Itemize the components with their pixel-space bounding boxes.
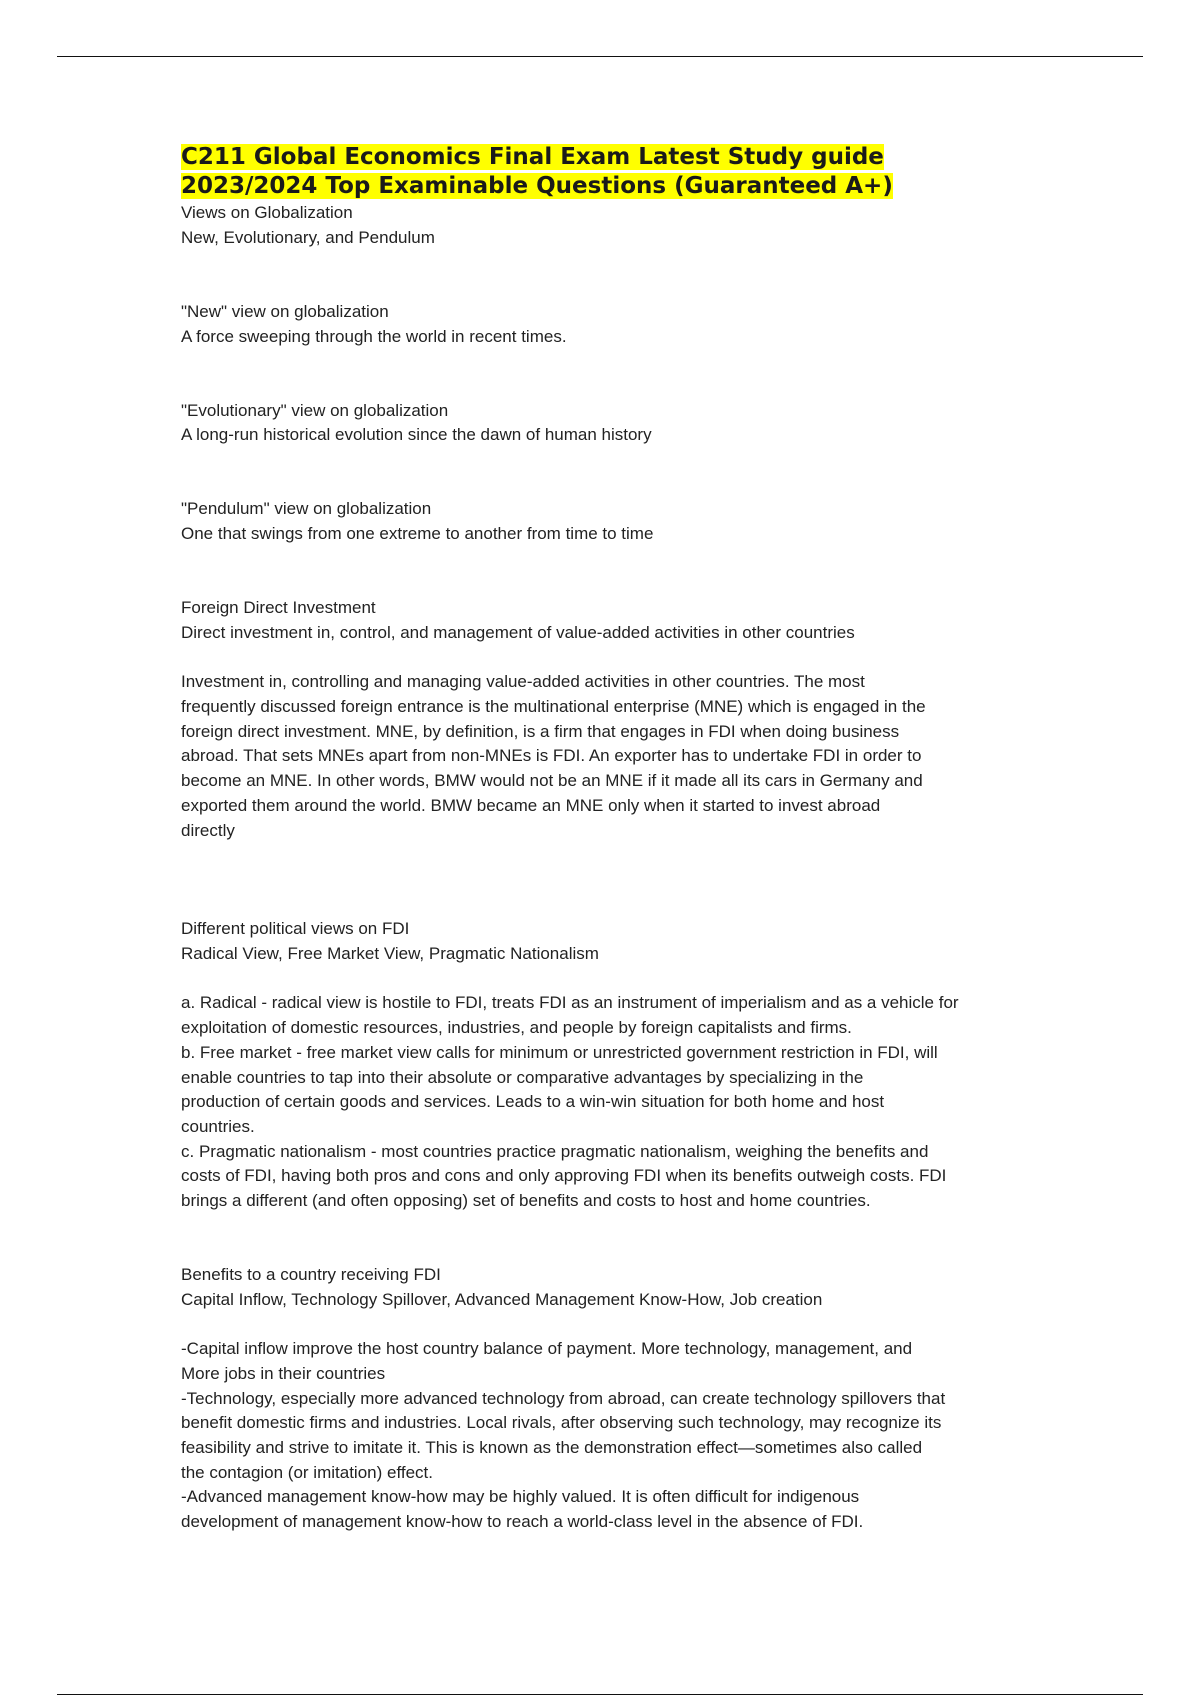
title-line-2: 2023/2024 Top Examinable Questions (Guaranteed A+) xyxy=(181,173,893,199)
entry-detail-line: become an MNE. In other words, BMW would not be an MNE if it made all its cars in Germany and xyxy=(181,771,923,791)
entry-term: "Pendulum" view on globalization xyxy=(181,499,432,519)
entry-views-on-globalization xyxy=(181,201,1026,250)
entry-benefits-receiving-fdi xyxy=(181,1263,1026,1535)
title-line-1: C211 Global Economics Final Exam Latest Study guide xyxy=(181,144,884,170)
entry-detail-line: -Technology, especially more advanced technology from abroad, can create technology spillovers that xyxy=(181,1388,946,1408)
entry-definition: Capital Inflow, Technology Spillover, Advanced Management Know-How, Job creation xyxy=(181,1289,823,1309)
spacer xyxy=(181,250,1026,299)
entry-foreign-direct-investment xyxy=(181,596,1026,843)
entry-detail-line: frequently discussed foreign entrance is the multinational enterprise (MNE) which is engaged in the xyxy=(181,696,926,716)
spacer xyxy=(181,967,1026,992)
spacer xyxy=(181,448,1026,497)
entry-detail-line: brings a different (and often opposing) set of benefits and costs to host and home countries. xyxy=(181,1191,871,1211)
bottom-rule xyxy=(57,1694,1143,1695)
spacer xyxy=(181,1214,1026,1263)
entry-evolutionary-view xyxy=(181,399,1026,448)
entry-term: Foreign Direct Investment xyxy=(181,598,376,618)
entry-detail-line: feasibility and strive to imitate it. This is known as the demonstration effect—sometimes also called xyxy=(181,1438,923,1458)
entry-detail-line: production of certain goods and services. Leads to a win-win situation for both home and host xyxy=(181,1092,885,1112)
entry-detail-line: exported them around the world. BMW became an MNE only when it started to invest abroad xyxy=(181,795,881,815)
entry-term: Views on Globalization xyxy=(181,203,353,222)
entry-detail-line: development of management know-how to reach a world-class level in the absence of FDI. xyxy=(181,1512,864,1532)
entry-term: "New" view on globalization xyxy=(181,301,389,321)
entry-detail-line: costs of FDI, having both pros and cons and only approving FDI when its benefits outweigh costs. FDI xyxy=(181,1166,947,1186)
spacer xyxy=(181,547,1026,596)
entry-detail-line: c. Pragmatic nationalism - most countries practice pragmatic nationalism, weighing the benefits and xyxy=(181,1141,929,1161)
study-entries xyxy=(181,201,1026,1535)
spacer xyxy=(181,646,1026,671)
entry-definition: Direct investment in, control, and management of value-added activities in other countries xyxy=(181,622,855,642)
spacer xyxy=(181,1313,1026,1338)
entry-detail-line: -Advanced management know-how may be highly valued. It is often difficult for indigenous xyxy=(181,1487,860,1507)
entry-detail-line: foreign direct investment. MNE, by definition, is a firm that engages in FDI when doing business xyxy=(181,721,900,741)
entry-term: "Evolutionary" view on globalization xyxy=(181,400,449,420)
entry-detail-line: b. Free market - free market view calls for minimum or unrestricted government restriction in FDI, will xyxy=(181,1042,938,1062)
entry-detail-line: directly xyxy=(181,820,235,840)
entry-political-views-fdi xyxy=(181,917,1026,1213)
entry-detail-line: a. Radical - radical view is hostile to FDI, treats FDI as an instrument of imperialism and as a vehicle for xyxy=(181,993,959,1013)
entry-definition: Radical View, Free Market View, Pragmatic Nationalism xyxy=(181,944,599,963)
entry-definition: One that swings from one extreme to another from time to time xyxy=(181,524,654,544)
entry-detail-line: benefit domestic firms and industries. Local rivals, after observing such technology, may recognize its xyxy=(181,1413,942,1433)
entry-pendulum-view xyxy=(181,497,1026,546)
document-body xyxy=(181,143,1026,1535)
spacer xyxy=(181,843,1026,917)
entry-detail-line: Investment in, controlling and managing value-added activities in other countries. The most xyxy=(181,672,865,692)
entry-detail-line: -Capital inflow improve the host country balance of payment. More technology, management, and xyxy=(181,1339,913,1359)
entry-detail-line: the contagion (or imitation) effect. xyxy=(181,1462,433,1482)
entry-detail-line: enable countries to tap into their absolute or comparative advantages by specializing in the xyxy=(181,1067,864,1087)
entry-detail-line: exploitation of domestic resources, industries, and people by foreign capitalists and firms. xyxy=(181,1018,852,1038)
entry-new-view xyxy=(181,300,1026,349)
entry-detail-line: More jobs in their countries xyxy=(181,1363,386,1383)
entry-definition: New, Evolutionary, and Pendulum xyxy=(181,227,435,247)
spacer xyxy=(181,349,1026,398)
top-rule xyxy=(57,56,1143,57)
entry-detail-line: abroad. That sets MNEs apart from non-MNEs is FDI. An exporter has to undertake FDI in order to xyxy=(181,746,922,766)
entry-definition: A force sweeping through the world in recent times. xyxy=(181,326,567,346)
document-title xyxy=(181,143,1026,201)
entry-detail-line: countries. xyxy=(181,1116,255,1136)
entry-term: Different political views on FDI xyxy=(181,919,410,939)
entry-definition: A long-run historical evolution since the dawn of human history xyxy=(181,425,652,445)
entry-term: Benefits to a country receiving FDI xyxy=(181,1265,441,1285)
